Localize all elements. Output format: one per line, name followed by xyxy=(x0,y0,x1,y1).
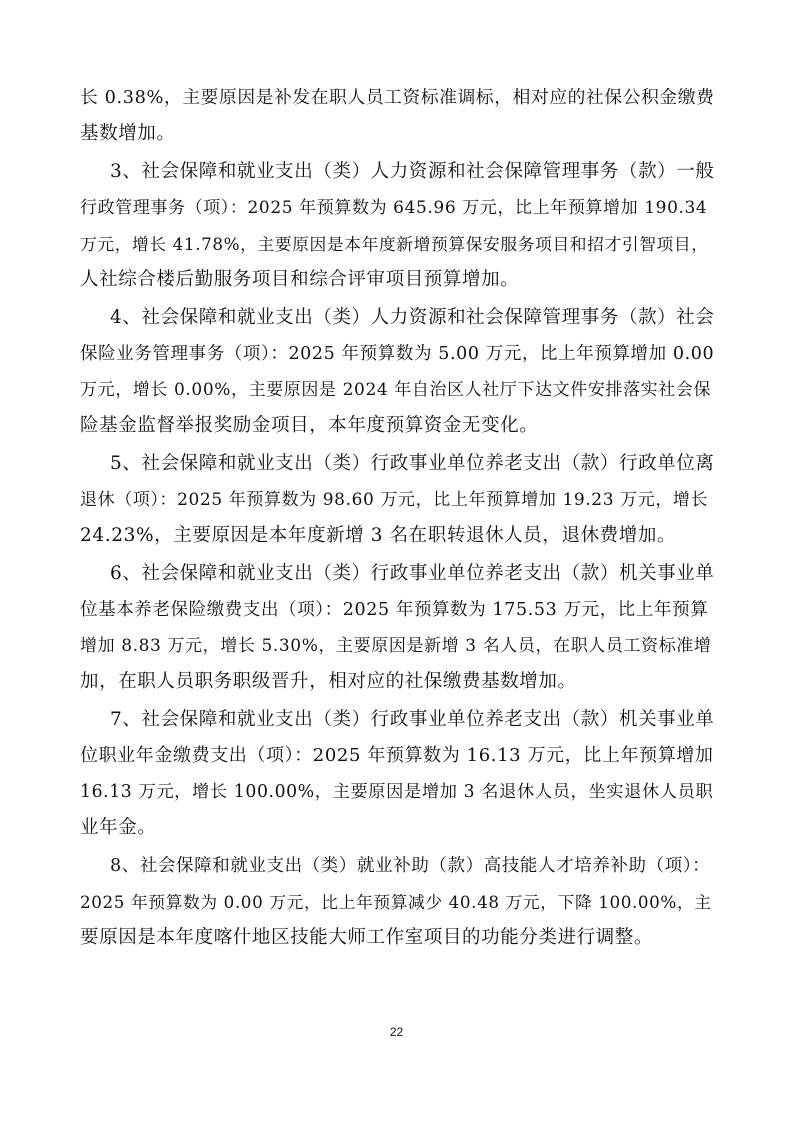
text-line: 4、社会保障和就业支出（类）人力资源和社会保障管理事务（款）社会 xyxy=(110,307,715,328)
text-line: 7、社会保障和就业支出（类）行政事业单位养老支出（款）机关事业单 xyxy=(110,709,715,730)
text-line: 6、社会保障和就业支出（类）行政事业单位养老支出（款）机关事业单 xyxy=(110,563,715,584)
text-line: 2025 年预算数为 0.00 万元，比上年预算减少 40.48 万元，下降 100.00%，主 xyxy=(80,892,712,912)
text-line: 位基本养老保险缴费支出（项）：2025 年预算数为 175.53 万元，比上年预算 xyxy=(80,600,709,620)
text-line: 加，在职人员职务职级晋升，相对应的社保缴费基数增加。 xyxy=(80,671,577,692)
text-line: 增加 8.83 万元，增长 5.30%，主要原因是新增 3 名人员，在职人员工资标准增 xyxy=(80,636,712,656)
text-line: 24.23%，主要原因是本年度新增 3 名在职转退休人员，退休费增加。 xyxy=(80,525,677,546)
text-line: 保险业务管理事务（项）：2025 年预算数为 5.00 万元，比上年预算增加 0.00 xyxy=(80,344,715,364)
text-line: 8、社会保障和就业支出（类）就业补助（款）高技能人才培养补助（项）： xyxy=(110,856,711,876)
text-line: 人社综合楼后勤服务项目和综合评审项目预算增加。 xyxy=(80,269,520,290)
text-line: 16.13 万元，增长 100.00%，主要原因是增加 3 名退休人员，坐实退休人员职 xyxy=(80,782,714,802)
text-line: 长 0.38%，主要原因是补发在职人员工资标准调标，相对应的社保公积金缴费 xyxy=(80,88,715,108)
text-line: 险基金监督举报奖励金项目，本年度预算资金无变化。 xyxy=(80,415,539,436)
text-line: 要原因是本年度喀什地区技能大师工作室项目的功能分类进行调整。 xyxy=(80,927,654,948)
text-line: 5、社会保障和就业支出（类）行政事业单位养老支出（款）行政单位离 xyxy=(110,453,715,474)
text-line: 业年金。 xyxy=(80,817,157,838)
text-line: 行政管理事务（项）：2025 年预算数为 645.96 万元，比上年预算增加 190.34 xyxy=(80,198,708,218)
text-line: 3、社会保障和就业支出（类）人力资源和社会保障管理事务（款）一般 xyxy=(110,161,715,182)
page-number: 22 xyxy=(389,1025,404,1039)
text-line: 基数增加。 xyxy=(80,123,176,144)
text-line: 退休（项）：2025 年预算数为 98.60 万元，比上年预算增加 19.23 万元，增长 xyxy=(80,490,709,510)
text-line: 位职业年金缴费支出（项）：2025 年预算数为 16.13 万元，比上年预算增加 xyxy=(80,745,714,766)
text-line: 万元，增长 41.78%，主要原因是本年度新增预算保安服务项目和招才引智项目， xyxy=(80,234,709,254)
text-line: 万元，增长 0.00%，主要原因是 2024 年自治区人社厅下达文件安排落实社会保 xyxy=(80,380,712,400)
